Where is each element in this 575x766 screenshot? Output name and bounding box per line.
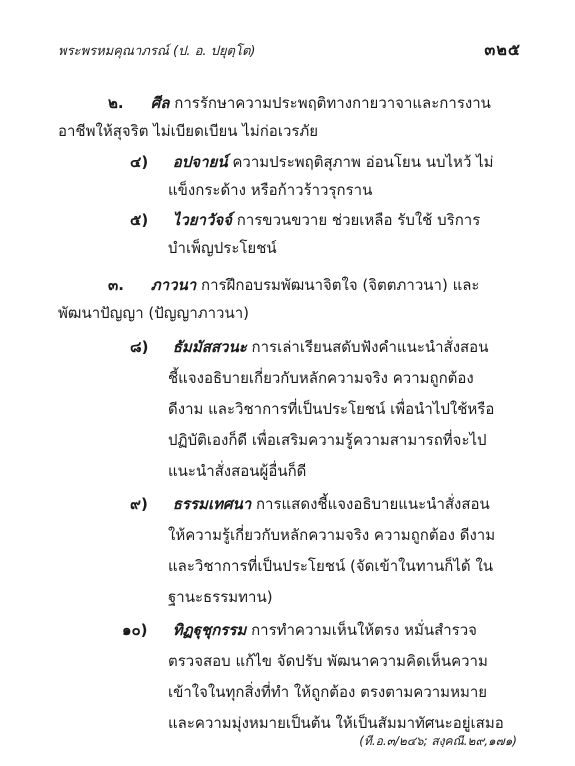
section-3-term: ภาวนา [150, 276, 197, 294]
item-10-line-4: และความมุ่งหมายเป็นต้น ให้เป็นสัมมาทัศนะอยู่เสมอ [168, 714, 504, 732]
section-2-text: การรักษาความประพฤติทางกายวาจาและการงาน [174, 94, 491, 112]
item-10-text: การทำความเห็นให้ตรง หมั่นสำรวจ [251, 621, 477, 639]
section-3-line-1 [108, 271, 480, 299]
item-5-line-1 [130, 206, 480, 234]
item-8-text: การเล่าเรียนสดับฟังคำแนะนำสั่งสอน [251, 338, 489, 356]
section-2-number: ๒. [108, 94, 124, 112]
item-8-line-3: ดีงาม และวิชาการที่เป็นประโยชน์ เพื่อนำไปใช้หรือ [168, 400, 495, 418]
item-5-term: ไวยาวัจจ์ [172, 211, 232, 229]
item-8-number: ๘) [130, 338, 149, 356]
item-9-line-2: ให้ความรู้เกี่ยวกับหลักความจริง ความถูกต้อง ดีงาม [168, 526, 496, 544]
item-8-line-1 [130, 333, 488, 361]
item-9-line-1 [130, 490, 490, 518]
running-header [58, 38, 521, 62]
page-number: ๓๒๕ [484, 40, 521, 59]
item-10-line-1 [122, 616, 477, 644]
item-9-line-3: และวิชาการที่เป็นประโยชน์ (จัดเข้าในทานก็ได้ ใน [168, 557, 494, 575]
section-2-line-2: อาชีพให้สุจริต ไม่เบียดเบียน ไม่ก่อเวรภัย [58, 122, 319, 140]
item-5-line-2: บำเพ็ญประโยชน์ [168, 239, 277, 257]
item-8-line-4: ปฏิบัติเองก็ดี เพื่อเสริมความรู้ความสามารถที่จะไป [168, 431, 487, 449]
reference-footnote: (ที.อ.๓/๒๔๖; สงฺคณี.๒๙,๑๗๑) [359, 734, 517, 748]
item-10-term: ทิฏฐุชุกรรม [172, 621, 247, 639]
item-5-number: ๕) [130, 211, 149, 229]
item-4-line-2: แข็งกระด้าง หรือก้าวร้าวรุกราน [168, 181, 373, 199]
item-4-line-1 [130, 148, 494, 176]
item-4-text: ความประพฤติสุภาพ อ่อนโยน นบไหว้ ไม่ [232, 153, 494, 171]
item-4-number: ๔) [130, 153, 149, 171]
item-8-term: ธัมมัสสวนะ [172, 338, 247, 356]
item-9-line-4: ฐานะธรรมทาน) [168, 588, 273, 606]
item-9-number: ๙) [130, 495, 148, 513]
item-8-line-2: ชี้แจงอธิบายเกี่ยวกับหลักความจริง ความถูกต้อง [168, 369, 474, 387]
item-5-text: การขวนขวาย ช่วยเหลือ รับใช้ บริการ [236, 211, 481, 229]
item-9-text: การแสดงชี้แจงอธิบายแนะนำสั่งสอน [255, 495, 490, 513]
section-3-number: ๓. [108, 276, 124, 294]
item-4-term: อปจายน์ [172, 153, 228, 171]
item-10-line-2: ตรวจสอบ แก้ไข จัดปรับ พัฒนาความคิดเห็นความ [168, 652, 488, 670]
section-3-line-2: พัฒนาปัญญา (ปัญญาภาวนา) [58, 304, 250, 322]
section-3-text: การฝึกอบรมพัฒนาจิตใจ (จิตตภาวนา) และ [200, 276, 480, 294]
item-10-line-3: เข้าใจในทุกสิ่งที่ทำ ให้ถูกต้อง ตรงตามความหมาย [168, 683, 488, 701]
item-8-line-5: แนะนำสั่งสอนผู้อื่นก็ดี [168, 462, 307, 480]
item-9-term: ธรรมเทศนา [172, 495, 252, 513]
section-2-term: ศีล [150, 94, 170, 112]
header-book-title: พระพรหมคุณาภรณ์ (ป. อ. ปยุตฺโต) [58, 44, 256, 59]
item-10-number: ๑๐) [122, 621, 148, 639]
section-2-line-1 [108, 89, 491, 117]
